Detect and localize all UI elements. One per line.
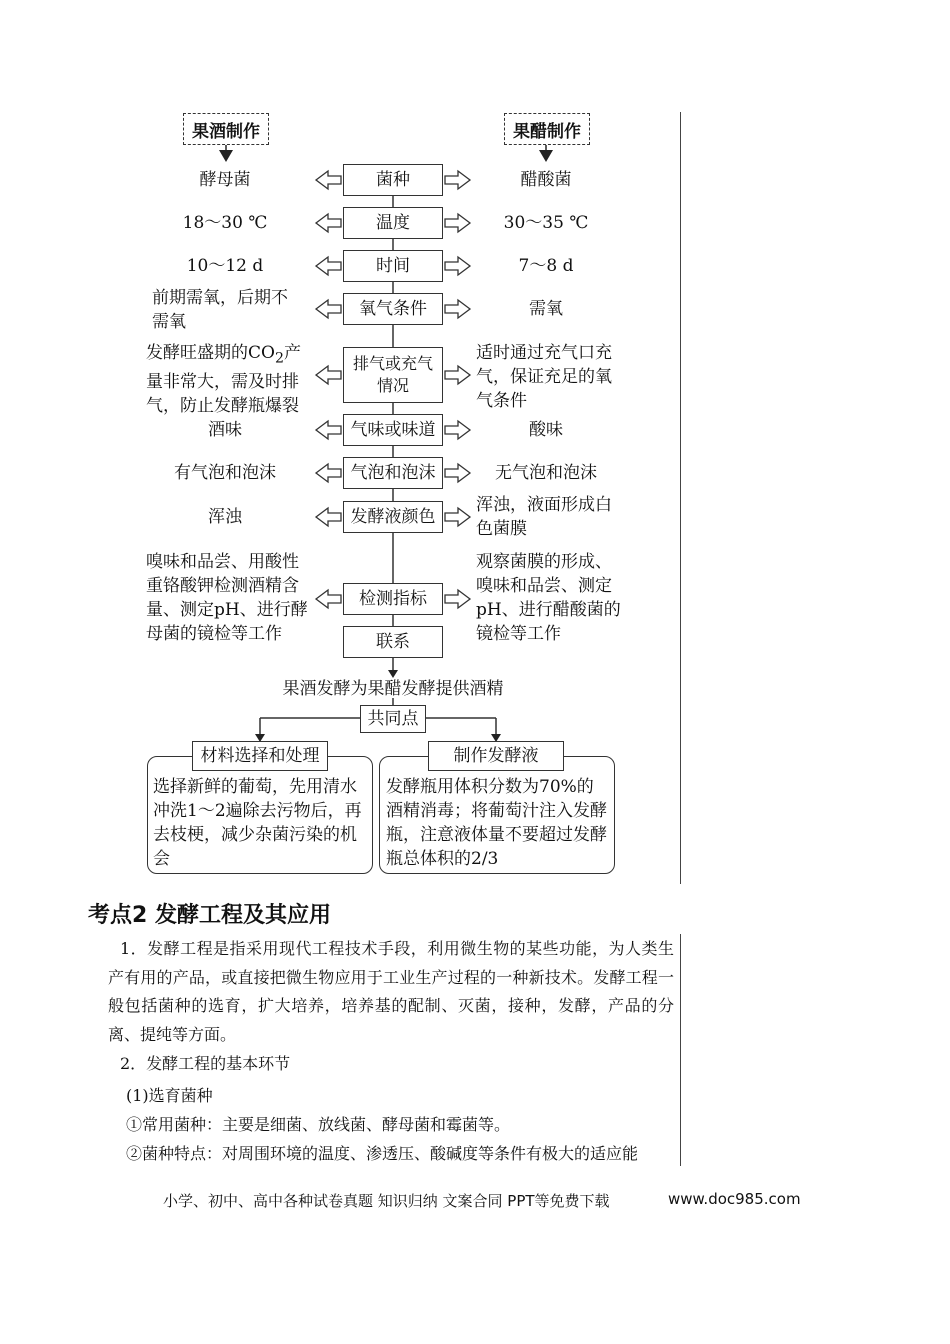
footer-url[interactable]: www.doc985.com bbox=[668, 1190, 801, 1208]
right-arrow bbox=[445, 366, 470, 384]
paragraph-5: ②菌种特点：对周围环境的温度、渗透压、酸碱度等条件有极大的适应能 bbox=[126, 1144, 639, 1163]
common-box: 共同点 bbox=[360, 705, 426, 733]
right-arrow bbox=[445, 257, 470, 275]
left-arrow bbox=[316, 214, 341, 232]
left-arrow bbox=[316, 171, 341, 189]
right-arrow bbox=[445, 590, 470, 608]
right-arrow bbox=[445, 508, 470, 526]
row-center-box: 气泡和泡沫 bbox=[343, 457, 443, 489]
left-arrow bbox=[316, 590, 341, 608]
section-heading: 考点2 发酵工程及其应用 bbox=[88, 903, 331, 928]
wine-making-header: 果酒制作 bbox=[183, 113, 269, 145]
row-left-text: 10～12 d bbox=[186, 256, 264, 276]
row-center-box: 气味或味道 bbox=[343, 414, 443, 446]
row-right-text: 酸味 bbox=[529, 420, 563, 440]
row-center-box: 发酵液颜色 bbox=[343, 501, 443, 533]
row-right-text: 无气泡和泡沫 bbox=[495, 463, 597, 483]
row-center-box: 时间 bbox=[343, 250, 443, 282]
row-left-text: 酵母菌 bbox=[199, 170, 251, 190]
paragraph-3: (1)选育菌种 bbox=[126, 1086, 213, 1105]
left-arrow bbox=[316, 421, 341, 439]
row-left-text: 前期需氧，后期不需氧 bbox=[152, 288, 288, 332]
row-right-text: 观察菌膜的形成、嗅味和品尝、测定pH、进行醋酸菌的镜检等工作 bbox=[476, 552, 621, 644]
row-left-text: 酒味 bbox=[208, 420, 242, 440]
left-arrow bbox=[316, 366, 341, 384]
left-arrow bbox=[316, 508, 341, 526]
link-box: 联系 bbox=[343, 626, 443, 658]
row-right-text: 适时通过充气口充气，保证充足的氧气条件 bbox=[476, 343, 612, 411]
row-center-box: 菌种 bbox=[343, 164, 443, 196]
link-text: 果酒发酵为果醋发酵提供酒精 bbox=[282, 679, 504, 699]
row-right-text: 需氧 bbox=[529, 299, 563, 319]
left-arrow bbox=[316, 300, 341, 318]
row-center-box: 氧气条件 bbox=[343, 293, 443, 325]
right-arrow bbox=[445, 214, 470, 232]
row-left-text: 浑浊 bbox=[208, 507, 242, 527]
row-right-text: 浑浊，液面形成白色菌膜 bbox=[476, 495, 612, 539]
left-panel-title: 材料选择和处理 bbox=[192, 741, 328, 771]
vinegar-making-header: 果醋制作 bbox=[504, 113, 590, 145]
row-left-text: 18～30 ℃ bbox=[182, 213, 268, 233]
right-arrow bbox=[445, 421, 470, 439]
footer-left-text: 小学、初中、高中各种试卷真题 知识归纳 文案合同 PPT等免费下载 bbox=[163, 1192, 610, 1210]
right-arrow bbox=[445, 171, 470, 189]
left-panel-text: 选择新鲜的葡萄，先用清水冲洗1～2遍除去污物后，再去枝梗，减少杂菌污染的机会 bbox=[153, 777, 362, 869]
right-arrow bbox=[445, 300, 470, 318]
row-right-text: 30～35 ℃ bbox=[503, 213, 589, 233]
left-arrow bbox=[316, 464, 341, 482]
row-left-text: 嗅味和品尝、用酸性重铬酸钾检测酒精含量、测定pH、进行酵母菌的镜检等工作 bbox=[146, 552, 308, 644]
paragraph-1: 1．发酵工程是指采用现代工程技术手段，利用微生物的某些功能，为人类生产有用的产品，或直接把微生物应用于工业生产过程的一种新技术。发酵工程一般包括菌种的选育，扩大培养，培养基的配制、灭菌，接种，发酵，产品的分离、提纯等方面。 bbox=[108, 939, 674, 1044]
row-center-box: 检测指标 bbox=[343, 583, 443, 615]
right-panel-title: 制作发酵液 bbox=[428, 741, 564, 771]
row-left-text: 发酵旺盛期的$CO_2$产量非常大，需及时排气，防止发酵瓶爆裂 bbox=[146, 343, 301, 417]
row-center-box: 排气或充气情况 bbox=[343, 347, 443, 403]
row-right-text: 醋酸菌 bbox=[520, 170, 572, 190]
row-center-box: 温度 bbox=[343, 207, 443, 239]
row-left-text: 有气泡和泡沫 bbox=[174, 463, 276, 483]
paragraph-2: 2．发酵工程的基本环节 bbox=[120, 1054, 291, 1073]
left-arrow bbox=[316, 257, 341, 275]
paragraph-4: ①常用菌种：主要是细菌、放线菌、酵母菌和霉菌等。 bbox=[126, 1115, 511, 1134]
right-panel-text: 发酵瓶用体积分数为70%的酒精消毒；将葡萄汁注入发酵瓶，注意液体量不要超过发酵瓶总体积的2/3 bbox=[386, 777, 607, 869]
row-right-text: 7～8 d bbox=[518, 256, 574, 276]
right-arrow bbox=[445, 464, 470, 482]
